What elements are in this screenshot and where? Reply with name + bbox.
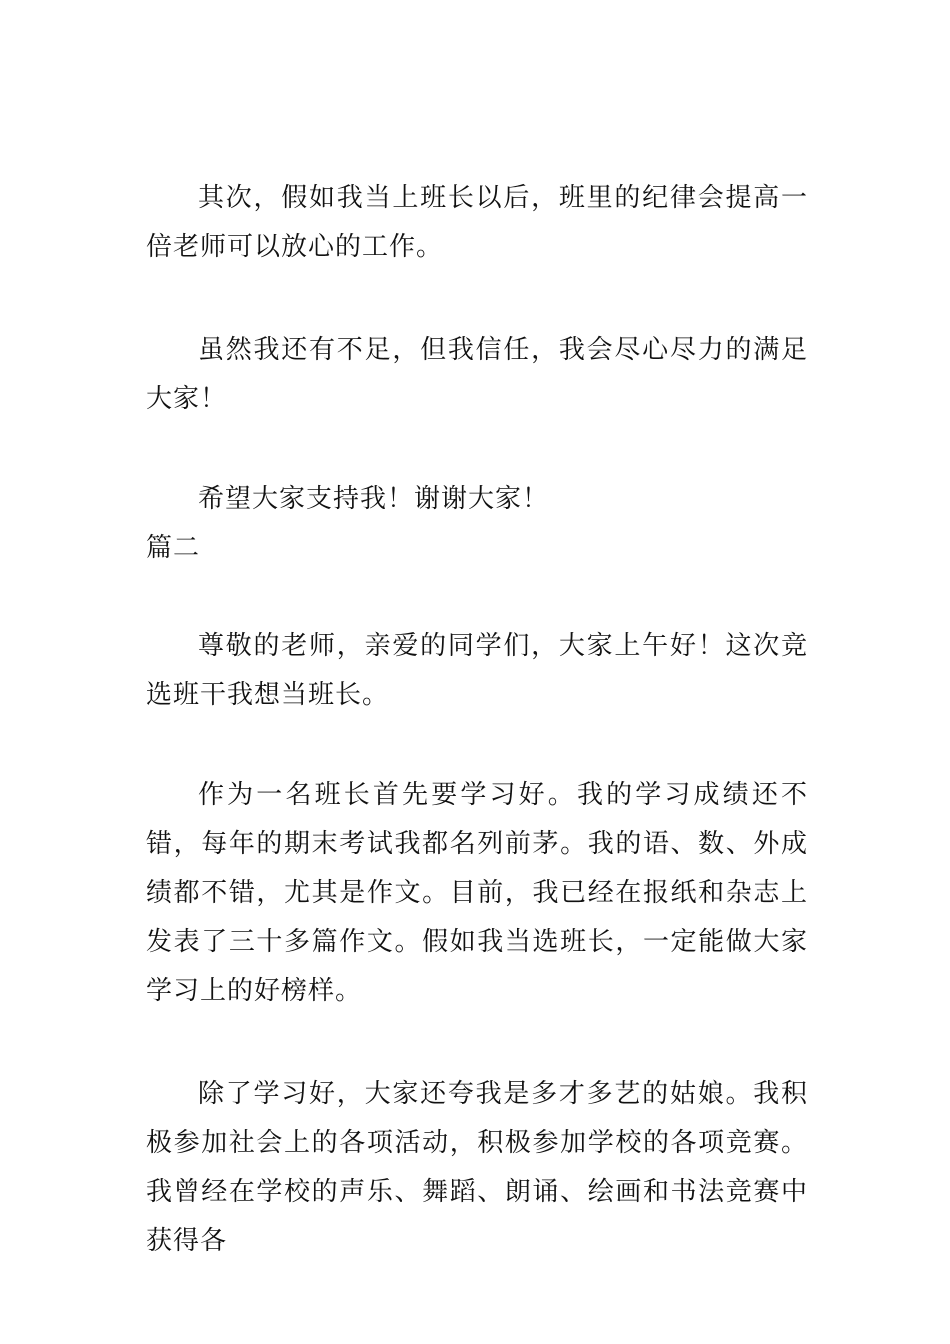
paragraph-study: 作为一名班长首先要学习好。我的学习成绩还不错，每年的期末考试我都名列前茅。我的语、数、外成绩都不错，尤其是作文。目前，我已经在报纸和杂志上发表了三十多篇作文。假如我当选班长，一定能做大家学习上的好榜样。 [146, 780, 808, 1006]
paragraph-effort: 虽然我还有不足，但我信任，我会尽心尽力的满足大家！ [146, 335, 808, 414]
paragraph-talents: 除了学习好，大家还夸我是多才多艺的姑娘。我积极参加社会上的各项活动，积极参加学校的各项竞赛。我曾经在学校的声乐、舞蹈、朗诵、绘画和书法竞赛中获得各 [146, 1079, 808, 1256]
paragraph-thanks: 希望大家支持我！谢谢大家！ [198, 484, 550, 514]
paragraph-discipline: 其次，假如我当上班长以后，班里的纪律会提高一倍老师可以放心的工作。 [146, 183, 808, 262]
section-heading: 篇二 [146, 533, 201, 563]
paragraph-greeting: 尊敬的老师，亲爱的同学们，大家上午好！这次竞选班干我想当班长。 [146, 631, 808, 710]
